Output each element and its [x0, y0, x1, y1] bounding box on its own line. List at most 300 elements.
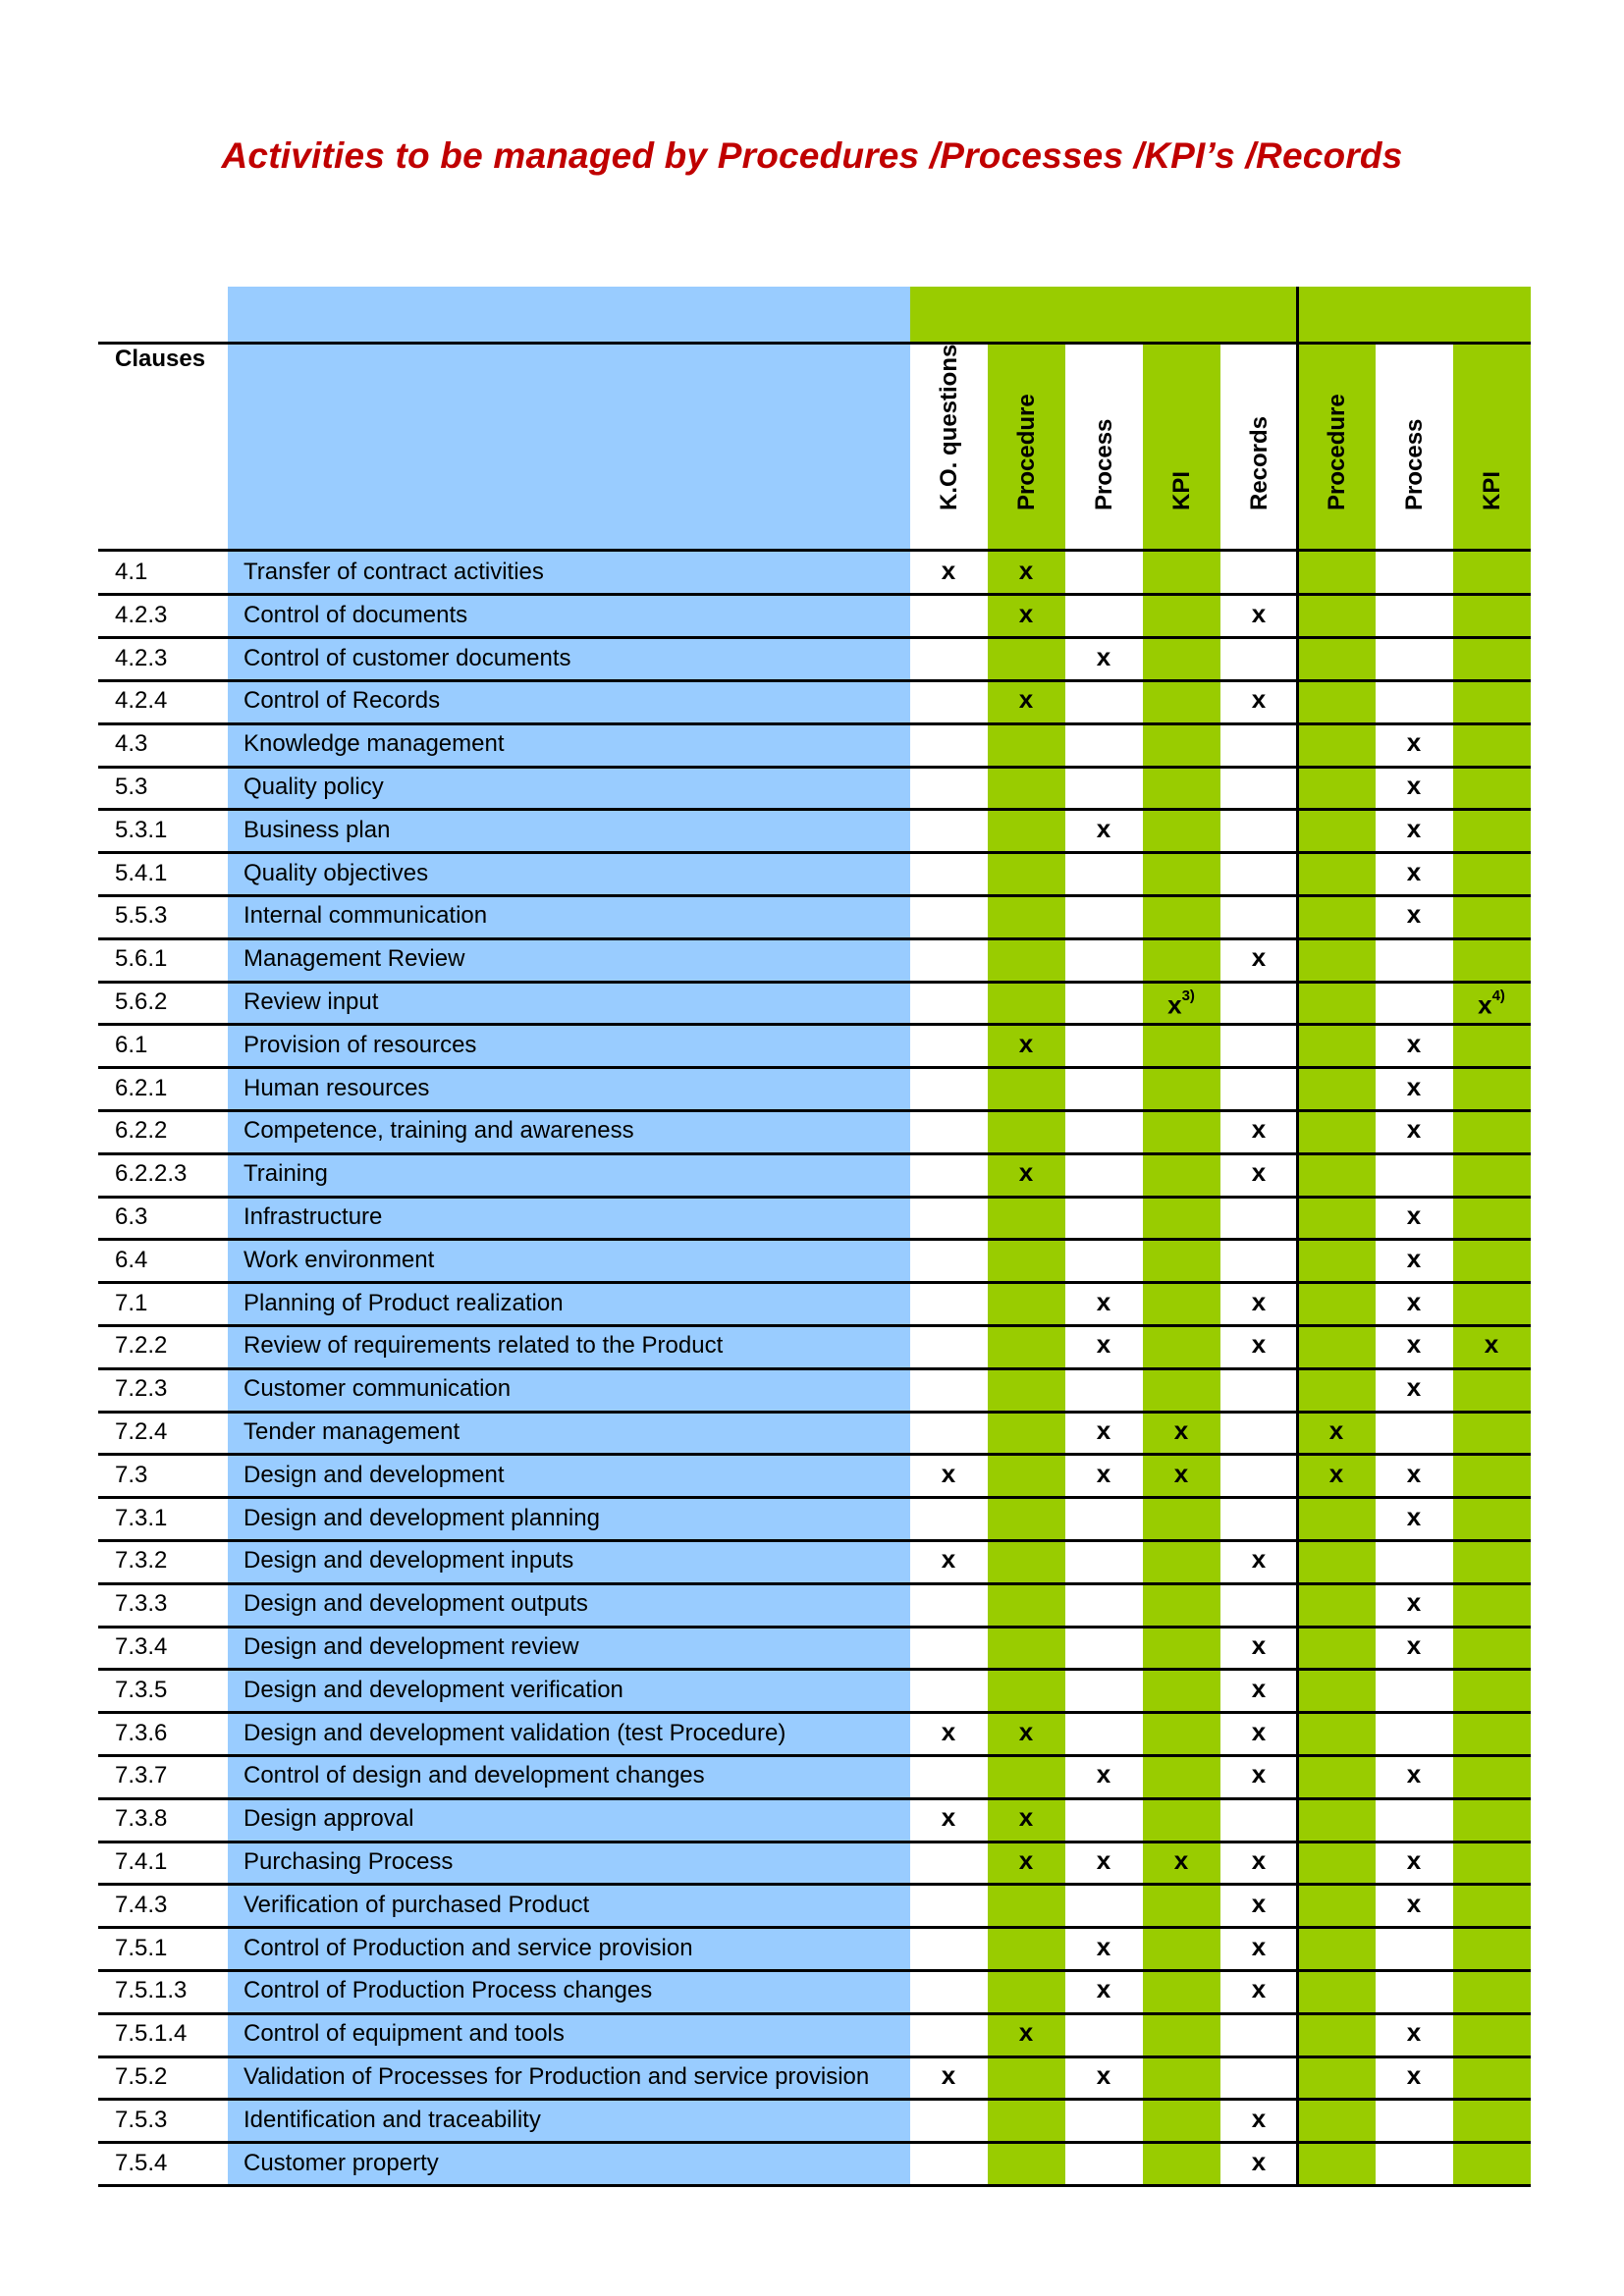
mark-cell [1376, 1072, 1452, 1101]
mark-x: x [1251, 1888, 1267, 1918]
activity-cell: Design and development verification [244, 1676, 623, 1703]
row-rule [98, 636, 1531, 639]
activity-cell: Review input [244, 988, 379, 1015]
mark-x: x [1096, 813, 1111, 843]
row-rule [98, 1797, 1531, 1800]
row-rule [98, 593, 1531, 596]
activity-cell: Control of documents [244, 601, 468, 628]
mark-cell [1376, 1845, 1452, 1875]
row-rule [98, 2098, 1531, 2101]
mark-cell [1220, 599, 1297, 628]
clause-cell: 4.1 [115, 559, 148, 585]
mandatory-header-band [910, 287, 1298, 344]
clause-cell: 7.5.2 [115, 2063, 168, 2090]
mark-x: x [1484, 1329, 1499, 1360]
column-header-label: KPI [1168, 470, 1195, 510]
mark-cell [988, 1802, 1064, 1832]
clause-cell: 7.5.1.4 [115, 2020, 188, 2048]
row-rule [98, 808, 1531, 811]
footnote-ref: 4) [1491, 988, 1505, 1004]
mark-x: x [1096, 2060, 1111, 2090]
table-row [0, 1197, 1, 1198]
row-rule [98, 1582, 1531, 1585]
row-rule [98, 1539, 1531, 1542]
mark-cell [1220, 1759, 1297, 1789]
mark-cell [1376, 1587, 1452, 1617]
mark-cell [1143, 1415, 1219, 1445]
row-rule [98, 679, 1531, 682]
mark-cell [1065, 642, 1142, 671]
row-rule [98, 851, 1531, 854]
activity-cell: Design and development validation (test Procedure) [244, 1719, 786, 1746]
mark-x: x [1251, 1759, 1267, 1789]
mark-cell [1220, 1845, 1297, 1875]
mark-cell [988, 1717, 1064, 1746]
mark-x: x [1018, 684, 1034, 715]
table-row [0, 2100, 1, 2101]
mark-x: x [1096, 641, 1111, 671]
mark-x: x [1173, 1458, 1189, 1488]
clause-cell: 4.3 [115, 730, 148, 758]
header-clauses: Clauses [115, 346, 206, 372]
mark-x: x [1406, 1888, 1422, 1918]
column-header-label: Procedure [1013, 394, 1040, 510]
mark-cell [1376, 1329, 1452, 1359]
activity-cell: Verification of purchased Product [244, 1891, 590, 1918]
activity-cell: Human resources [244, 1074, 430, 1101]
mark-cell [1065, 1459, 1142, 1488]
table-row [0, 853, 1, 854]
mark-cell [1065, 1287, 1142, 1316]
row-rule [98, 1281, 1531, 1284]
mark-cell [1376, 1114, 1452, 1144]
clause-cell: 7.3.7 [115, 1762, 168, 1789]
activity-cell: Control of design and development changes [244, 1762, 705, 1789]
mark-cell [1220, 1889, 1297, 1918]
column-header-label: KPI [1479, 470, 1505, 510]
mark-cell [1376, 1201, 1452, 1230]
mark-x: x [1406, 856, 1422, 886]
row-rule [98, 937, 1531, 940]
mark-cell [1143, 1459, 1219, 1488]
table-row [0, 1025, 1, 1026]
activity-cell: Control of Records [244, 687, 441, 715]
column-band-5 [1298, 344, 1376, 2185]
mark-x: x [1251, 1114, 1267, 1145]
clause-cell: 7.1 [115, 1289, 148, 1316]
activity-cell: Transfer of contract activities [244, 559, 544, 585]
mark-cell [1220, 1717, 1297, 1746]
clause-cell: 6.4 [115, 1246, 148, 1273]
mark-x: x [1406, 1243, 1422, 1273]
row-rule [98, 2012, 1531, 2015]
mark-cell [1065, 1932, 1142, 1961]
table-row [0, 1412, 1, 1413]
mark-x: x [1406, 1501, 1422, 1531]
row-rule [98, 1066, 1531, 1069]
row-rule [98, 1969, 1531, 1972]
table-row [0, 1455, 1, 1456]
mark-x: x [1478, 989, 1492, 1020]
mark-cell [1453, 986, 1530, 1020]
mark-cell [1376, 1287, 1452, 1316]
table-row [0, 1583, 1, 1584]
activity-cell: Design and development planning [244, 1504, 600, 1531]
row-rule [98, 1453, 1531, 1456]
mark-x: x [1018, 598, 1034, 628]
table-row [0, 810, 1, 811]
table-row [0, 1627, 1, 1628]
mark-cell [910, 2060, 987, 2090]
mark-cell [988, 1157, 1064, 1187]
mark-cell [1143, 986, 1219, 1020]
header-bottom-rule [98, 549, 1531, 552]
clause-cell: 7.2.3 [115, 1375, 168, 1403]
mark-x: x [1096, 1759, 1111, 1789]
table-row [0, 1970, 1, 1971]
header-rule [98, 342, 1531, 345]
row-rule [98, 1411, 1531, 1414]
clause-cell: 7.3.8 [115, 1805, 168, 1833]
mark-x: x [1173, 1845, 1189, 1875]
clause-cell: 5.5.3 [115, 902, 168, 930]
mark-x: x [1251, 1544, 1267, 1575]
activity-cell: Provision of resources [244, 1031, 477, 1058]
mark-x: x [1251, 1673, 1267, 1703]
mark-cell [1376, 727, 1452, 757]
mark-x: x [1251, 1286, 1267, 1316]
table-row [0, 552, 1, 553]
row-rule [98, 1196, 1531, 1199]
mark-x: x [1096, 1458, 1111, 1488]
mark-x: x [1328, 1458, 1344, 1488]
row-rule [98, 1841, 1531, 1843]
clause-cell: 6.1 [115, 1031, 148, 1058]
mark-cell [1376, 1759, 1452, 1789]
column-header-label: K.O. questions [936, 344, 962, 510]
column-header-label: Procedure [1324, 394, 1350, 510]
mark-x: x [1096, 1931, 1111, 1961]
table-row [0, 767, 1, 768]
activity-cell: Management Review [244, 945, 465, 973]
activity-cell: Design and development [244, 1461, 505, 1488]
clause-cell: 6.2.2 [115, 1117, 168, 1145]
mark-x: x [1251, 1630, 1267, 1660]
row-rule [98, 766, 1531, 769]
row-rule [98, 1754, 1531, 1757]
activity-cell: Training [244, 1160, 328, 1188]
mark-cell [988, 1029, 1064, 1058]
clause-cell: 4.2.4 [115, 687, 168, 715]
mark-cell [1065, 1759, 1142, 1789]
row-rule [98, 981, 1531, 984]
mark-x: x [1018, 1802, 1034, 1833]
clause-cell: 4.2.3 [115, 601, 168, 628]
clause-cell: 7.3.3 [115, 1590, 168, 1618]
column-header-label: Process [1091, 418, 1117, 510]
mark-x: x [1406, 1071, 1422, 1101]
activity-cell: Identification and traceability [244, 2106, 541, 2133]
clause-cell: 5.3 [115, 774, 148, 800]
clause-cell: 6.3 [115, 1203, 148, 1230]
column-band-7 [1453, 344, 1531, 2185]
column-band-3 [1143, 344, 1220, 2185]
mark-cell [1376, 1889, 1452, 1918]
recommended-header-band [1298, 287, 1531, 344]
mark-x: x [1251, 2103, 1267, 2133]
mark-x: x [1406, 1329, 1422, 1360]
table-row [0, 895, 1, 896]
activity-cell: Business plan [244, 816, 391, 843]
table-row [0, 1755, 1, 1756]
table-row [0, 1153, 1, 1154]
clause-cell: 7.4.3 [115, 1891, 168, 1918]
table-row [0, 982, 1, 983]
table-row [0, 1798, 1, 1799]
mark-cell [1065, 1415, 1142, 1445]
table-row [0, 1713, 1, 1714]
mark-cell [1376, 1630, 1452, 1660]
row-rule [98, 1926, 1531, 1929]
mark-cell [1220, 1974, 1297, 2003]
table-row [0, 938, 1, 939]
mark-x: x [1018, 1157, 1034, 1188]
clause-cell: 7.3.1 [115, 1504, 168, 1531]
mark-cell [1065, 2060, 1142, 2090]
mark-cell [1376, 1029, 1452, 1058]
column-band-2 [1065, 344, 1143, 2185]
mark-cell [988, 684, 1064, 714]
mark-cell [1065, 1845, 1142, 1875]
mark-cell [1376, 814, 1452, 843]
row-rule [98, 1152, 1531, 1155]
mark-x: x [941, 1458, 956, 1488]
table-row [0, 1928, 1, 1929]
mark-x: x [1173, 1415, 1189, 1445]
mark-cell [1220, 1544, 1297, 1574]
activity-cell: Control of Production and service provision [244, 1934, 693, 1961]
mark-cell [1220, 1114, 1297, 1144]
mark-x: x [1251, 1329, 1267, 1360]
table-row [0, 1368, 1, 1369]
clause-cell: 5.6.1 [115, 945, 168, 973]
mark-cell [1143, 1845, 1219, 1875]
activity-cell: Design and development inputs [244, 1547, 574, 1575]
mark-cell [1220, 1674, 1297, 1703]
clause-cell: 7.3.4 [115, 1633, 168, 1660]
row-rule [98, 722, 1531, 725]
clause-cell: 6.2.1 [115, 1074, 168, 1101]
mark-x: x [1406, 1845, 1422, 1875]
column-header-label: Records [1246, 415, 1272, 510]
clause-cell: 7.3.2 [115, 1547, 168, 1575]
mark-cell [988, 556, 1064, 585]
mark-cell [1220, 1932, 1297, 1961]
activity-cell: Control of equipment and tools [244, 2020, 565, 2048]
table-row [0, 1670, 1, 1671]
mark-x: x [1251, 1716, 1267, 1746]
clause-cell: 7.2.2 [115, 1332, 168, 1360]
clause-cell: 5.6.2 [115, 988, 168, 1015]
mark-cell [1220, 1329, 1297, 1359]
mark-x: x [1406, 1759, 1422, 1789]
mark-x: x [1018, 1716, 1034, 1746]
clause-cell: 7.4.1 [115, 1848, 168, 1875]
activity-cell: Design approval [244, 1805, 414, 1833]
table-row [0, 1283, 1, 1284]
row-rule [98, 894, 1531, 897]
table-row [0, 1325, 1, 1326]
mark-cell [1065, 814, 1142, 843]
table-row [0, 1885, 1, 1886]
row-rule [98, 2184, 1531, 2187]
mark-x: x [1251, 1845, 1267, 1875]
table-row [0, 595, 1, 596]
activity-cell: Design and development outputs [244, 1590, 588, 1618]
mark-cell [910, 1459, 987, 1488]
activity-cell: Tender management [244, 1418, 460, 1445]
mark-x: x [1406, 1372, 1422, 1403]
mark-cell [1298, 1459, 1375, 1488]
mark-x: x [1406, 813, 1422, 843]
mark-x: x [1251, 2146, 1267, 2176]
mark-cell [910, 1802, 987, 1832]
table-row [0, 638, 1, 639]
mark-cell [1065, 1974, 1142, 2003]
mark-cell [1065, 1329, 1142, 1359]
mark-x: x [1406, 1114, 1422, 1145]
clause-cell: 5.3.1 [115, 816, 168, 843]
mark-x: x [1251, 1931, 1267, 1961]
activity-cell: Planning of Product realization [244, 1289, 564, 1316]
row-rule [98, 1883, 1531, 1886]
table-row [0, 1498, 1, 1499]
mark-cell [910, 556, 987, 585]
mark-x: x [941, 1802, 956, 1833]
activity-cell: Internal communication [244, 902, 488, 930]
mark-x: x [1251, 598, 1267, 628]
clause-cell: 6.2.2.3 [115, 1160, 188, 1188]
table-row [0, 680, 1, 681]
mark-x: x [1096, 1974, 1111, 2004]
column-band-0 [910, 344, 988, 2185]
table-row [0, 1240, 1, 1241]
mark-x: x [1406, 2060, 1422, 2090]
clause-cell: 7.5.1 [115, 1934, 168, 1961]
table-row [0, 1110, 1, 1111]
mark-x: x [1018, 1845, 1034, 1875]
clause-cell: 7.5.3 [115, 2106, 168, 2133]
mark-x: x [941, 2060, 956, 2090]
mark-x: x [941, 1544, 956, 1575]
table-row [0, 2143, 1, 2144]
mark-x: x [1251, 1974, 1267, 2004]
mark-cell [1376, 1372, 1452, 1402]
mark-x: x [1406, 1201, 1422, 1230]
clause-cell: 7.5.1.3 [115, 1977, 188, 2004]
mark-x: x [1096, 1286, 1111, 1316]
mark-cell [910, 1544, 987, 1574]
table-row [0, 723, 1, 724]
row-rule [98, 1324, 1531, 1327]
activity-cell: Customer property [244, 2149, 439, 2176]
mark-x: x [1328, 1415, 1344, 1445]
row-rule [98, 1711, 1531, 1714]
mark-cell [1376, 2060, 1452, 2090]
mark-x: x [1018, 556, 1034, 585]
mark-cell [910, 1717, 987, 1746]
activity-cell: Design and development review [244, 1633, 579, 1660]
mark-cell [1220, 942, 1297, 972]
column-header-label: Process [1401, 418, 1428, 510]
clause-cell: 7.2.4 [115, 1418, 168, 1445]
activity-cell: Knowledge management [244, 730, 505, 758]
mark-cell [1376, 899, 1452, 929]
mark-cell [1376, 1459, 1452, 1488]
activity-cell: Validation of Processes for Production and service provision [244, 2063, 870, 2090]
mark-x: x [1406, 1630, 1422, 1660]
mark-cell [1220, 684, 1297, 714]
activity-cell: Control of customer documents [244, 644, 571, 671]
mark-cell [988, 1845, 1064, 1875]
mark-x: x [1096, 1329, 1111, 1360]
mark-x: x [941, 1716, 956, 1746]
row-rule [98, 1109, 1531, 1112]
mark-x: x [1096, 1415, 1111, 1445]
clause-cell: 5.4.1 [115, 859, 168, 886]
activity-cell: Competence, training and awareness [244, 1117, 634, 1145]
mark-x: x [1406, 771, 1422, 800]
mark-x: x [1406, 1587, 1422, 1618]
row-rule [98, 1367, 1531, 1370]
activity-cell: Control of Production Process changes [244, 1977, 653, 2004]
mark-x: x [1096, 1845, 1111, 1875]
mark-x: x [1406, 899, 1422, 930]
mark-cell [1376, 771, 1452, 800]
mark-cell [1220, 2104, 1297, 2133]
page-title: Activities to be managed by Procedures /Processes /KPI’s /Records [221, 135, 1403, 176]
mark-cell [1220, 2147, 1297, 2176]
activity-cell: Customer communication [244, 1375, 512, 1403]
row-rule [98, 1496, 1531, 1499]
activity-cell: Work environment [244, 1246, 435, 1273]
clause-cell: 7.3.6 [115, 1719, 168, 1746]
mark-x: x [1018, 1028, 1034, 1058]
clause-cell: 7.3.5 [115, 1676, 168, 1703]
row-rule [98, 2141, 1531, 2144]
activity-cell: Quality policy [244, 774, 384, 800]
mark-cell [1376, 857, 1452, 886]
mark-x: x [1406, 1028, 1422, 1058]
mark-x: x [1406, 1458, 1422, 1488]
mark-cell [1220, 1630, 1297, 1660]
activity-cell: Purchasing Process [244, 1848, 454, 1875]
mark-x: x [1406, 727, 1422, 758]
mark-cell [1376, 1502, 1452, 1531]
mark-x: x [1167, 989, 1182, 1020]
row-rule [98, 2056, 1531, 2058]
mark-cell [1453, 1329, 1530, 1359]
activity-cell: Review of requirements related to the Product [244, 1332, 724, 1360]
table-row [0, 2013, 1, 2014]
mark-cell [1376, 1244, 1452, 1273]
activity-cell: Quality objectives [244, 859, 429, 886]
row-rule [98, 1023, 1531, 1026]
mark-x: x [1251, 684, 1267, 715]
mark-cell [1220, 1157, 1297, 1187]
mark-cell [988, 2017, 1064, 2047]
clause-cell: 7.5.4 [115, 2149, 168, 2176]
